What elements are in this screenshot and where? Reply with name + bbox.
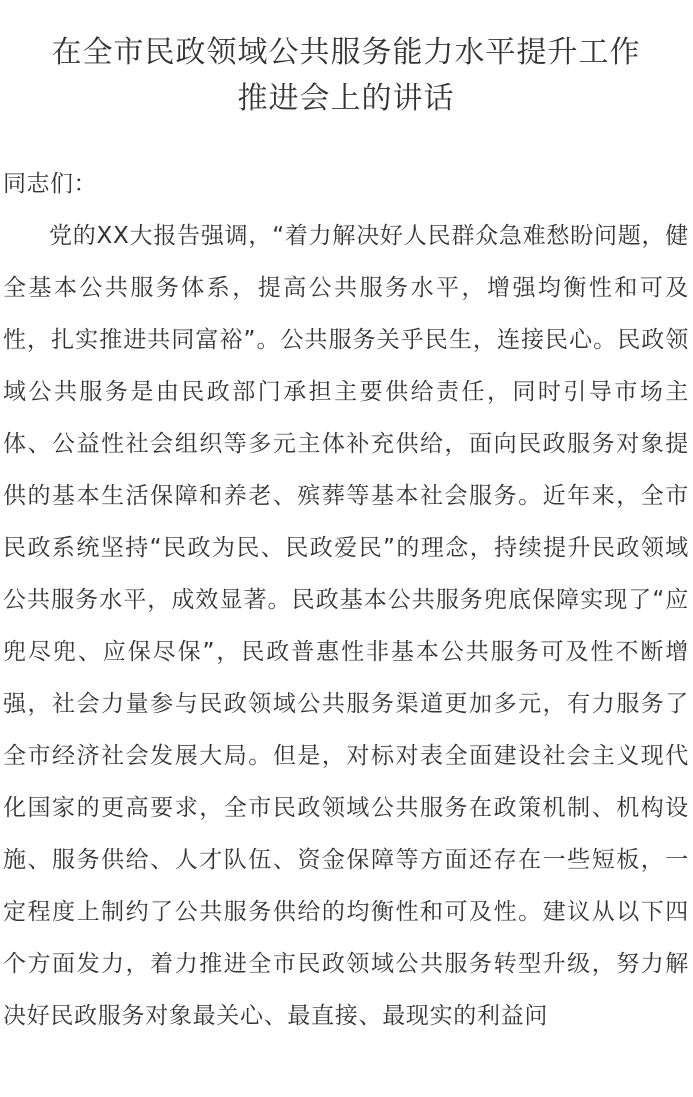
document-title-line-1: 在全市民政领域公共服务能力水平提升工作 bbox=[51, 35, 641, 70]
body-paragraph: 党的XX大报告强调，“着力解决好人民群众急难愁盼问题，健全基本公共服务体系，提高公共服务水平，增强均衡性和可及性，扎实推进共同富裕”。公共服务关乎民生，连接民心。民政领域公共服务是由民政部门承担主要供给责任，同时引导市场主体、公益性社会组织等多元主体补充供给，面向民政服务对象提供的基本生活保障和养老、殡葬等基本社会服务。近年来，全市民政系统坚持“民政为民、民政爱民”的理念，持续提升民政领域公共服务水平，成效显著。民政基本公共服务兜底保障实现了“应兜尽兜、应保尽保”，民政普惠性非基本公共服务可及性不断增强，社会力量参与民政领域公共服务渠道更加多元，有力服务了全市经济社会发展大局。但是，对标对表全面建设社会主义现代化国家的更高要求，全市民政领域公共服务在政策机制、机构设施、服务供给、人才队伍、资金保障等方面还存在一些短板，一定程度上制约了公共服务供给的均衡性和可及性。建议从以下四个方面发力，着力推进全市民政领域公共服务转型升级，努力解决好民政服务对象最关心、最直接、最现实的利益问 bbox=[3, 223, 689, 1029]
document-title-line-2: 推进会上的讲话 bbox=[237, 81, 455, 116]
salutation: 同志们： bbox=[3, 171, 97, 197]
document-title bbox=[3, 0, 689, 122]
